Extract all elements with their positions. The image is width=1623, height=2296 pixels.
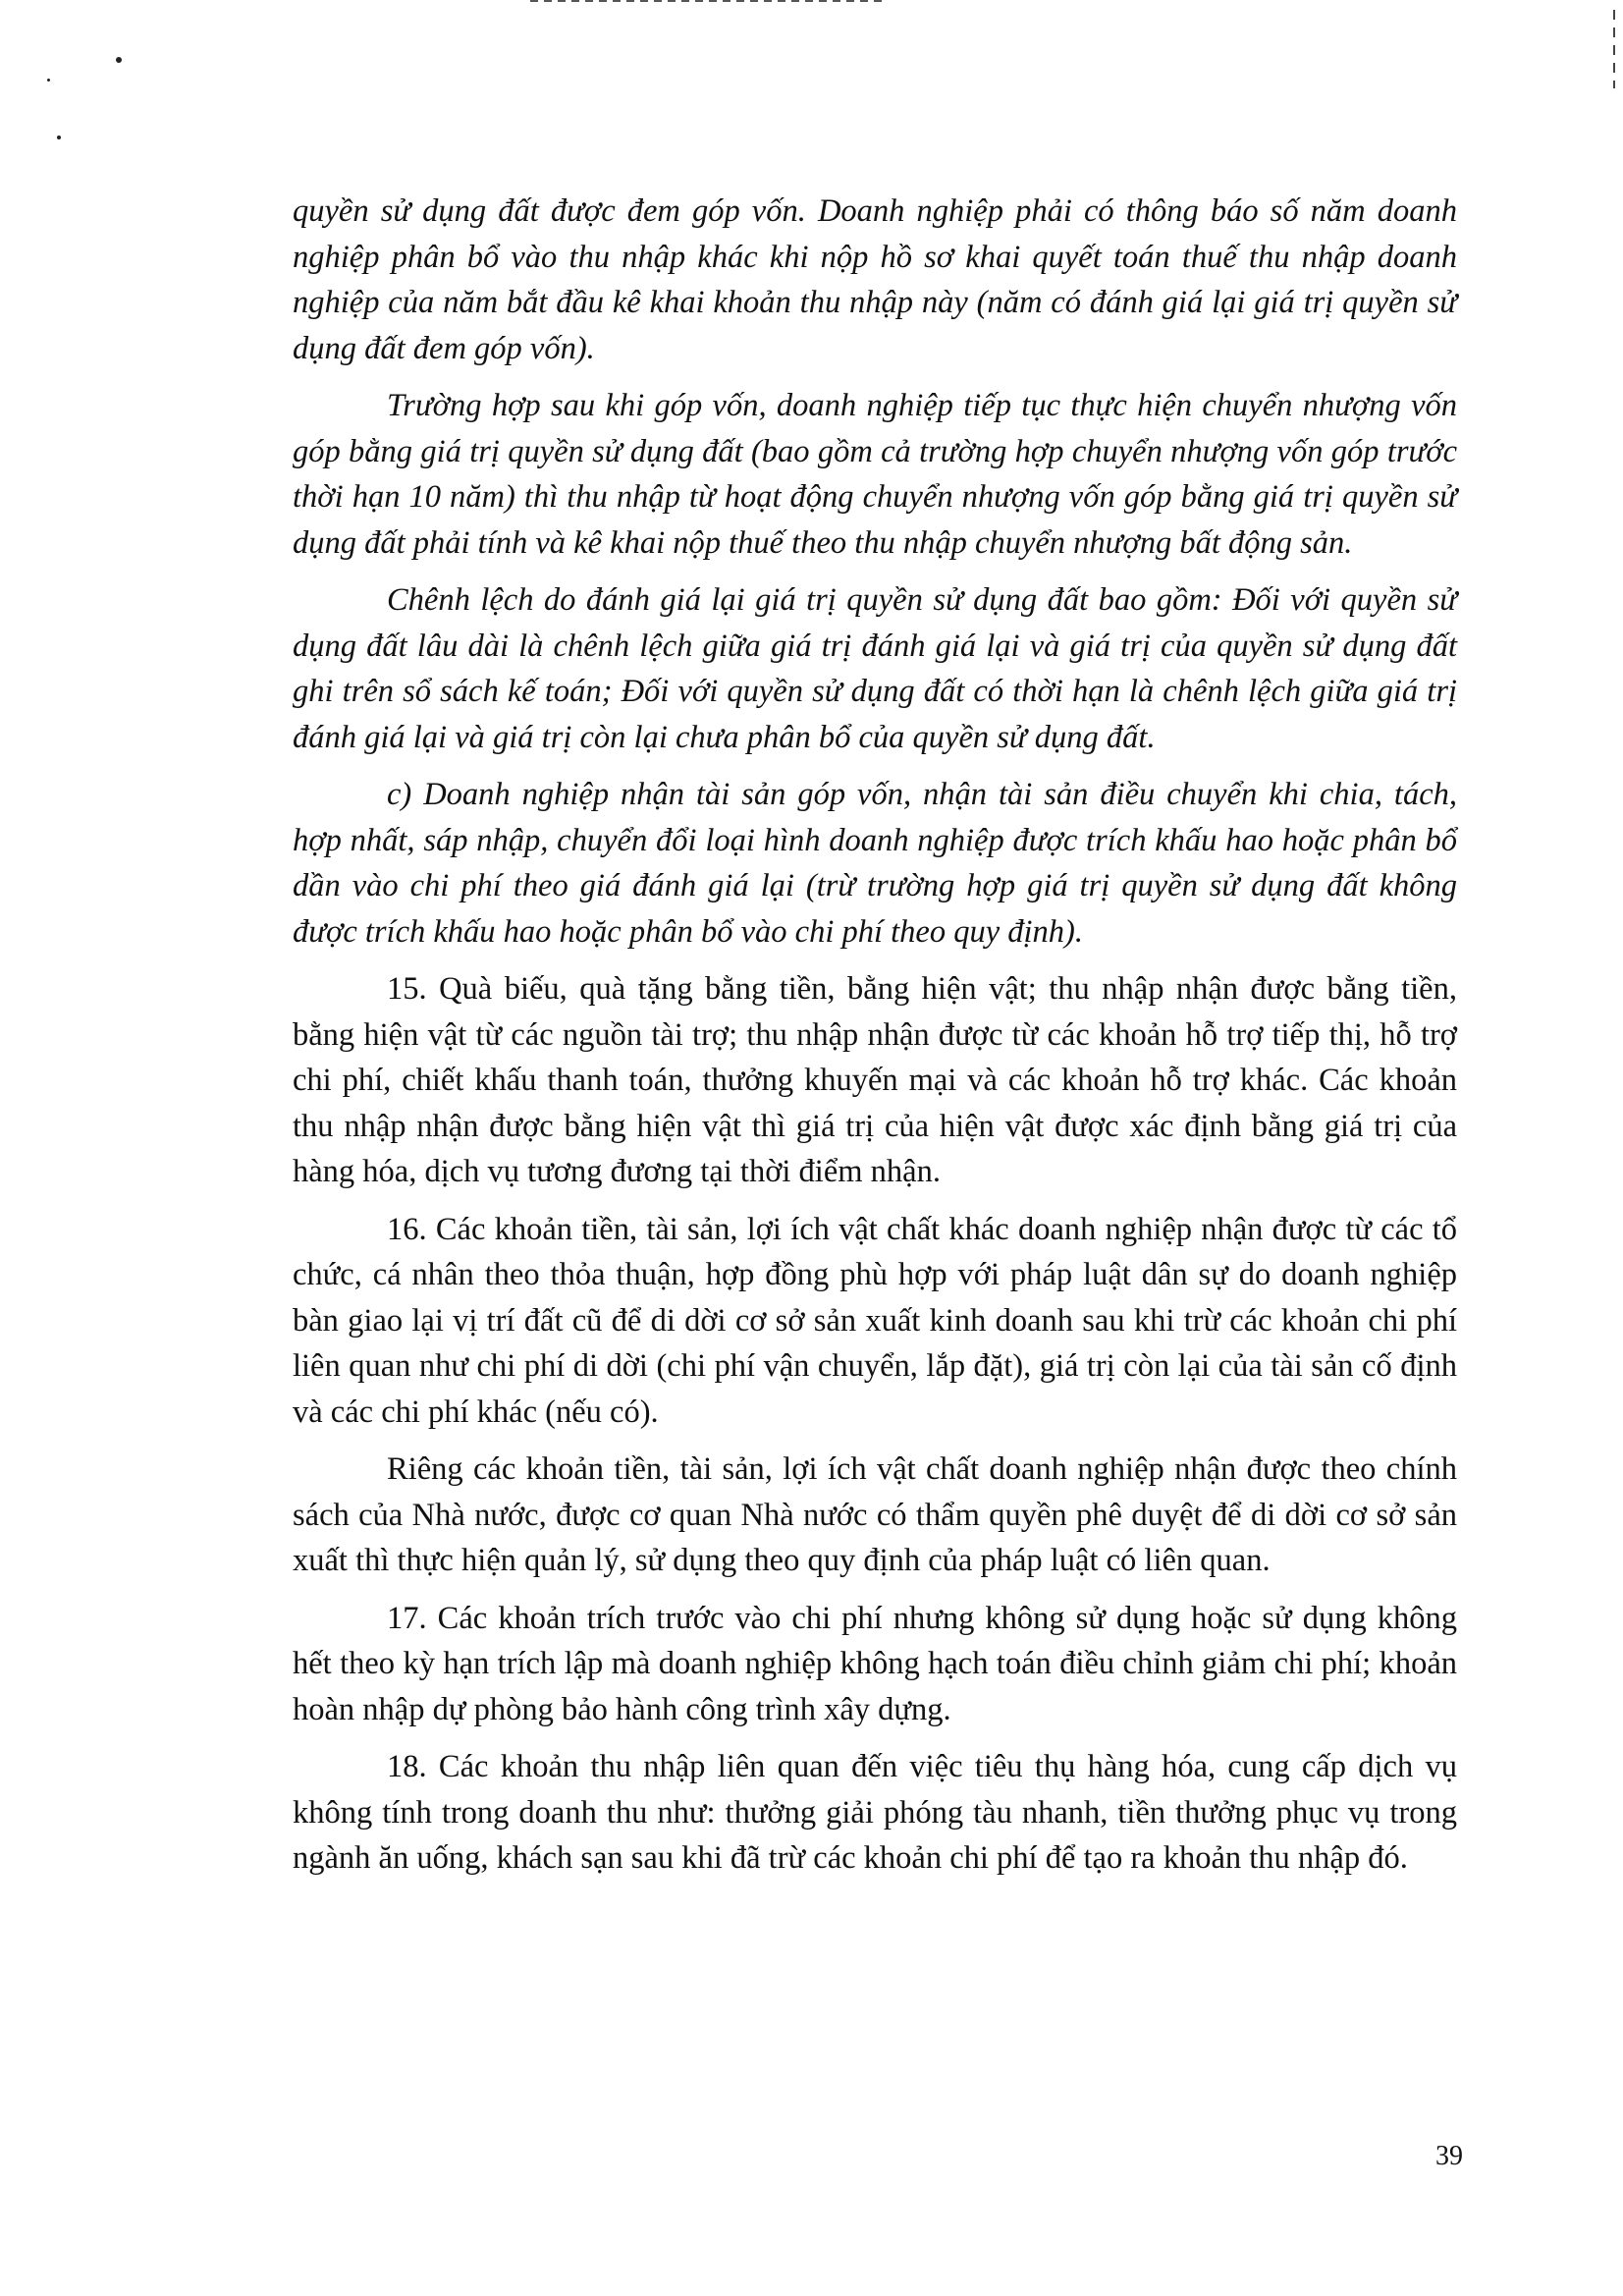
scan-top-rule [530,0,884,2]
page-body [293,189,1457,1893]
paragraph-land-use-continuation: quyền sử dụng đất được đem góp vốn. Doanh nghiệp phải có thông báo số năm doanh nghiệp phân bổ vào thu nhập khác khi nộp hồ sơ khai quyết toán thuế thu nhập doanh nghiệp của năm bắt đầu kê khai khoản thu nhập này (năm có đánh giá lại giá trị quyền sử dụng đất đem góp vốn). [293,193,1457,366]
scan-edge-mark [1613,10,1615,88]
paragraph-item-16: 16. Các khoản tiền, tài sản, lợi ích vật chất khác doanh nghiệp nhận được từ các tổ chức, cá nhân theo thỏa thuận, hợp đồng phù hợp với pháp luật dân sự do doanh nghiệp bàn giao lại vị trí đất cũ để di dời cơ sở sản xuất kinh doanh sau khi trừ các khoản chi phí liên quan như chi phí di dời (chi phí vận chuyển, lắp đặt), giá trị còn lại của tài sản cố định và các chi phí khác (nếu có). [293,1211,1457,1430]
paragraph-item-c: c) Doanh nghiệp nhận tài sản góp vốn, nhận tài sản điều chuyển khi chia, tách, hợp nhất, sáp nhập, chuyển đổi loại hình doanh nghiệp được trích khấu hao hoặc phân bổ dần vào chi phí theo giá đánh giá lại (trừ trường hợp giá trị quyền sử dụng đất không được trích khấu hao hoặc phân bổ vào chi phí theo quy định). [293,777,1457,950]
scan-dot [116,57,122,63]
paragraph-capital-transfer: Trường hợp sau khi góp vốn, doanh nghiệp tiếp tục thực hiện chuyển nhượng vốn góp bằng giá trị quyền sử dụng đất (bao gồm cả trường hợp chuyển nhượng vốn góp trước thời hạn 10 năm) thì thu nhập từ hoạt động chuyển nhượng vốn góp bằng giá trị quyền sử dụng đất phải tính và kê khai nộp thuế theo thu nhập chuyển nhượng bất động sản. [293,388,1457,561]
scan-dot [47,79,50,82]
page-number: 39 [1435,2141,1463,2171]
paragraph-item-18: 18. Các khoản thu nhập liên quan đến việc tiêu thụ hàng hóa, cung cấp dịch vụ không tính trong doanh thu như: thưởng giải phóng tàu nhanh, tiền thưởng phục vụ trong ngành ăn uống, khách sạn sau khi đã trừ các khoản chi phí để tạo ra khoản thu nhập đó. [293,1749,1457,1876]
paragraph-revaluation-difference: Chênh lệch do đánh giá lại giá trị quyền sử dụng đất bao gồm: Đối với quyền sử dụng đất lâu dài là chênh lệch giữa giá trị đánh giá lại và giá trị của quyền sử dụng đất ghi trên sổ sách kế toán; Đối với quyền sử dụng đất có thời hạn là chênh lệch giữa giá trị đánh giá lại và giá trị còn lại chưa phân bổ của quyền sử dụng đất. [293,582,1457,755]
paragraph-item-16-state-policy: Riêng các khoản tiền, tài sản, lợi ích vật chất doanh nghiệp nhận được theo chính sách của Nhà nước, được cơ quan Nhà nước có thẩm quyền phê duyệt để di dời cơ sở sản xuất thì thực hiện quản lý, sử dụng theo quy định của pháp luật có liên quan. [293,1451,1457,1578]
scan-dot [57,136,61,139]
paragraph-item-15: 15. Quà biếu, quà tặng bằng tiền, bằng hiện vật; thu nhập nhận được bằng tiền, bằng hiện vật từ các nguồn tài trợ; thu nhập nhận được từ các khoản hỗ trợ tiếp thị, hỗ trợ chi phí, chiết khấu thanh toán, thưởng khuyến mại và các khoản hỗ trợ khác. Các khoản thu nhập nhận được bằng hiện vật thì giá trị của hiện vật được xác định bằng giá trị của hàng hóa, dịch vụ tương đương tại thời điểm nhận. [293,971,1457,1189]
paragraph-item-17: 17. Các khoản trích trước vào chi phí nhưng không sử dụng hoặc sử dụng không hết theo kỳ hạn trích lập mà doanh nghiệp không hạch toán điều chỉnh giảm chi phí; khoản hoàn nhập dự phòng bảo hành công trình xây dựng. [293,1600,1457,1727]
